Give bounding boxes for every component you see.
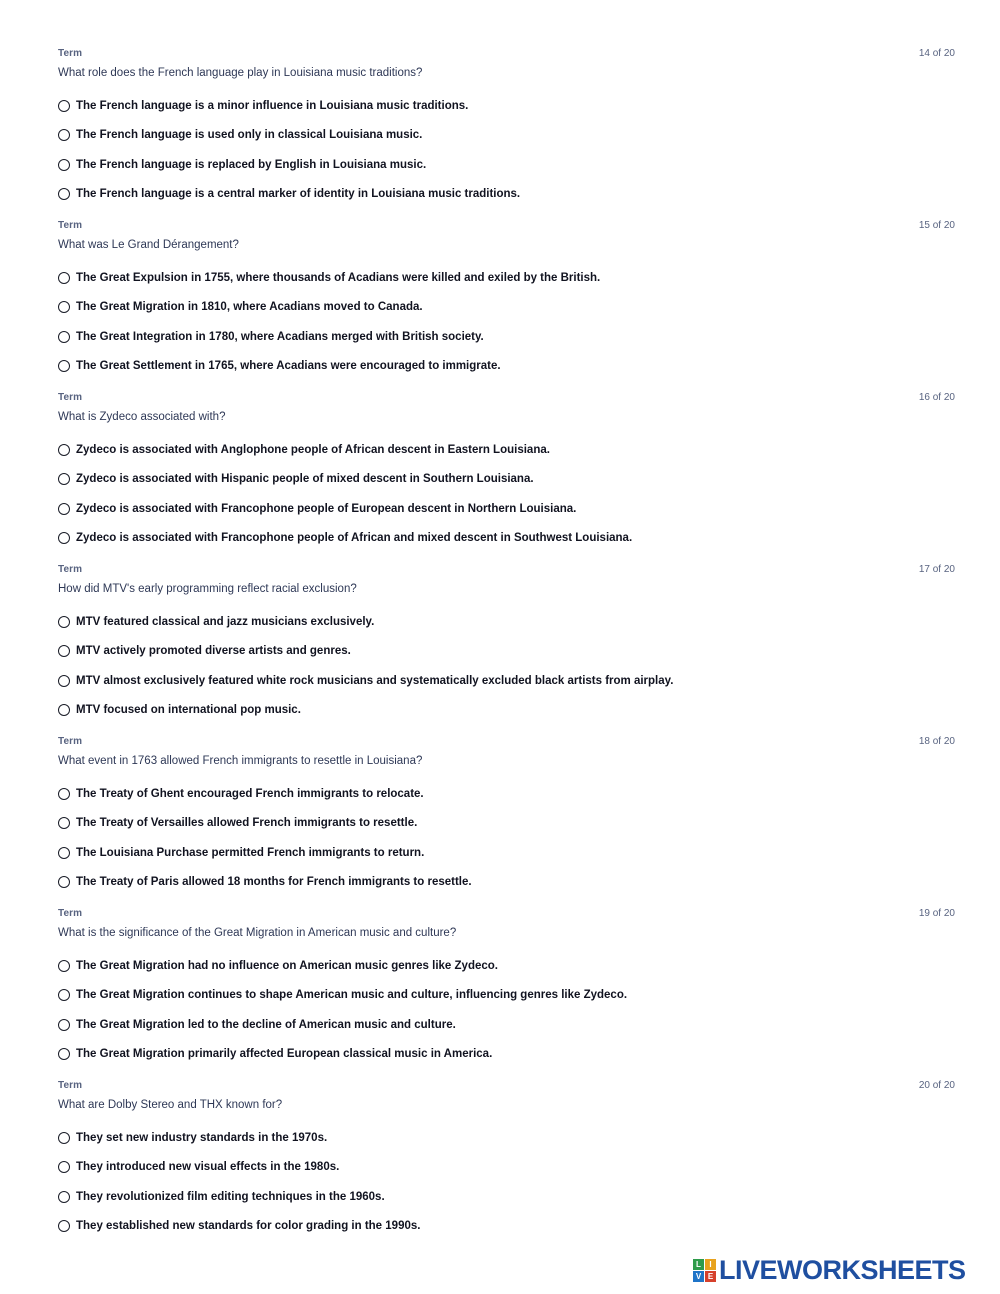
answer-option-label: The French language is a central marker of identity in Louisiana music traditions. — [76, 188, 521, 201]
radio-button-icon[interactable] — [58, 331, 70, 343]
answer-options — [58, 1123, 955, 1241]
question-text: What event in 1763 allowed French immigrants to resettle in Louisiana? — [58, 755, 423, 767]
radio-button-icon[interactable] — [58, 960, 70, 972]
question-text: What was Le Grand Dérangement? — [58, 239, 239, 251]
question-text: What are Dolby Stereo and THX known for? — [58, 1099, 283, 1111]
radio-button-icon[interactable] — [58, 301, 70, 313]
answer-option[interactable] — [58, 696, 955, 726]
answer-option-label: Zydeco is associated with Francophone people of African and mixed descent in Southwest Louisiana. — [76, 532, 633, 545]
answer-option[interactable] — [58, 607, 955, 637]
answer-option-label: The Great Migration primarily affected European classical music in America. — [76, 1048, 493, 1061]
answer-options — [58, 779, 955, 897]
radio-button-icon[interactable] — [58, 272, 70, 284]
answer-options — [58, 263, 955, 381]
radio-button-icon[interactable] — [58, 616, 70, 628]
answer-option[interactable] — [58, 1182, 955, 1212]
logo-blocks-icon — [693, 1259, 716, 1282]
answer-option-label: The Great Migration had no influence on American music genres like Zydeco. — [76, 959, 498, 972]
answer-option-label: MTV actively promoted diverse artists and genres. — [76, 645, 351, 658]
question-counter: 20 of 20 — [918, 1080, 955, 1091]
term-label: Term — [58, 220, 83, 231]
radio-button-icon[interactable] — [58, 1191, 70, 1203]
logo-wordmark: LIVEWORKSHEETS — [719, 1254, 966, 1285]
term-label: Term — [58, 48, 83, 59]
logo-block-i: I — [705, 1259, 716, 1270]
term-label: Term — [58, 736, 83, 747]
answer-option-label: The Great Migration continues to shape American music and culture, influencing genres like Zydeco. — [76, 989, 628, 1002]
answer-option[interactable] — [58, 1153, 955, 1183]
term-label: Term — [58, 908, 83, 919]
answer-option-label: The Great Migration led to the decline of American music and culture. — [76, 1018, 456, 1031]
answer-option-label: They introduced new visual effects in the 1980s. — [76, 1161, 340, 1174]
radio-button-icon[interactable] — [58, 360, 70, 372]
answer-option[interactable] — [58, 352, 955, 382]
answer-option[interactable] — [58, 637, 955, 667]
answer-options — [58, 607, 955, 725]
question-counter: 19 of 20 — [918, 908, 955, 919]
question-counter: 15 of 20 — [918, 220, 955, 231]
answer-option[interactable] — [58, 494, 955, 524]
answer-option[interactable] — [58, 981, 955, 1011]
radio-button-icon[interactable] — [58, 129, 70, 141]
answer-option-label: They set new industry standards in the 1970s. — [76, 1131, 328, 1144]
radio-button-icon[interactable] — [58, 989, 70, 1001]
answer-option-label: The Louisiana Purchase permitted French immigrants to return. — [76, 846, 425, 859]
question-text: What role does the French language play in Louisiana music traditions? — [58, 67, 423, 79]
answer-option[interactable] — [58, 465, 955, 495]
answer-option[interactable] — [58, 779, 955, 809]
answer-option[interactable] — [58, 263, 955, 293]
answer-option[interactable] — [58, 951, 955, 981]
radio-button-icon[interactable] — [58, 532, 70, 544]
radio-button-icon[interactable] — [58, 788, 70, 800]
question-15 — [58, 220, 955, 392]
answer-option-label: Zydeco is associated with Hispanic people of mixed descent in Southern Louisiana. — [76, 473, 534, 486]
answer-option-label: The Great Expulsion in 1755, where thousands of Acadians were killed and exiled by the British. — [76, 271, 601, 284]
radio-button-icon[interactable] — [58, 1132, 70, 1144]
question-18 — [58, 736, 955, 908]
radio-button-icon[interactable] — [58, 503, 70, 515]
question-20 — [58, 1080, 955, 1252]
radio-button-icon[interactable] — [58, 1019, 70, 1031]
radio-button-icon[interactable] — [58, 188, 70, 200]
question-counter: 14 of 20 — [918, 48, 955, 59]
question-counter: 17 of 20 — [918, 564, 955, 575]
question-17 — [58, 564, 955, 736]
answer-option-label: Zydeco is associated with Francophone people of European descent in Northern Louisiana. — [76, 502, 577, 515]
answer-option[interactable] — [58, 180, 955, 210]
answer-option-label: The Treaty of Paris allowed 18 months for French immigrants to resettle. — [76, 876, 472, 889]
radio-button-icon[interactable] — [58, 645, 70, 657]
logo-block-v: V — [693, 1271, 704, 1282]
radio-button-icon[interactable] — [58, 1220, 70, 1232]
term-label: Term — [58, 1080, 83, 1091]
answer-options — [58, 951, 955, 1069]
answer-option-label: Zydeco is associated with Anglophone people of African descent in Eastern Louisiana. — [76, 443, 550, 456]
answer-option[interactable] — [58, 838, 955, 868]
radio-button-icon[interactable] — [58, 444, 70, 456]
answer-option-label: The French language is used only in classical Louisiana music. — [76, 129, 423, 142]
answer-option[interactable] — [58, 322, 955, 352]
answer-option[interactable] — [58, 91, 955, 121]
answer-option-label: The Great Migration in 1810, where Acadians moved to Canada. — [76, 301, 423, 314]
answer-option-label: MTV almost exclusively featured white rock musicians and systematically excluded black artists from airplay. — [76, 674, 674, 687]
answer-option-label: The Treaty of Ghent encouraged French immigrants to relocate. — [76, 787, 424, 800]
radio-button-icon[interactable] — [58, 473, 70, 485]
question-19 — [58, 908, 955, 1080]
answer-option[interactable] — [58, 1123, 955, 1153]
question-14 — [58, 48, 955, 220]
answer-option-label: They revolutionized film editing techniques in the 1960s. — [76, 1190, 385, 1203]
answer-option[interactable] — [58, 868, 955, 898]
answer-option-label: The Great Settlement in 1765, where Acadians were encouraged to immigrate. — [76, 360, 501, 373]
radio-button-icon[interactable] — [58, 817, 70, 829]
radio-button-icon[interactable] — [58, 876, 70, 888]
term-label: Term — [58, 564, 83, 575]
answer-option-label: The Great Integration in 1780, where Acadians merged with British society. — [76, 330, 484, 343]
answer-option-label: MTV focused on international pop music. — [76, 704, 301, 717]
term-label: Term — [58, 392, 83, 403]
answer-option-label: MTV featured classical and jazz musicians exclusively. — [76, 615, 375, 628]
radio-button-icon[interactable] — [58, 100, 70, 112]
radio-button-icon[interactable] — [58, 675, 70, 687]
question-text: What is the significance of the Great Migration in American music and culture? — [58, 927, 457, 939]
question-counter: 16 of 20 — [918, 392, 955, 403]
answer-option[interactable] — [58, 666, 955, 696]
answer-option[interactable] — [58, 121, 955, 151]
question-counter: 18 of 20 — [918, 736, 955, 747]
radio-button-icon[interactable] — [58, 847, 70, 859]
radio-button-icon[interactable] — [58, 159, 70, 171]
radio-button-icon[interactable] — [58, 1048, 70, 1060]
answer-option-label: The Treaty of Versailles allowed French immigrants to resettle. — [76, 817, 418, 830]
question-16 — [58, 392, 955, 564]
answer-option[interactable] — [58, 1212, 955, 1242]
answer-option[interactable] — [58, 524, 955, 554]
question-text: How did MTV's early programming reflect racial exclusion? — [58, 583, 357, 595]
liveworksheets-logo — [693, 1255, 966, 1285]
answer-options — [58, 435, 955, 553]
answer-options — [58, 91, 955, 209]
answer-option[interactable] — [58, 293, 955, 323]
answer-option[interactable] — [58, 1010, 955, 1040]
logo-block-l: L — [693, 1259, 704, 1270]
answer-option[interactable] — [58, 435, 955, 465]
answer-option-label: The French language is replaced by English in Louisiana music. — [76, 158, 427, 171]
answer-option[interactable] — [58, 150, 955, 180]
answer-option[interactable] — [58, 809, 955, 839]
answer-option-label: The French language is a minor influence in Louisiana music traditions. — [76, 99, 469, 112]
logo-block-e: E — [705, 1271, 716, 1282]
radio-button-icon[interactable] — [58, 704, 70, 716]
answer-option-label: They established new standards for color grading in the 1990s. — [76, 1220, 421, 1233]
answer-option[interactable] — [58, 1040, 955, 1070]
question-text: What is Zydeco associated with? — [58, 411, 226, 423]
radio-button-icon[interactable] — [58, 1161, 70, 1173]
